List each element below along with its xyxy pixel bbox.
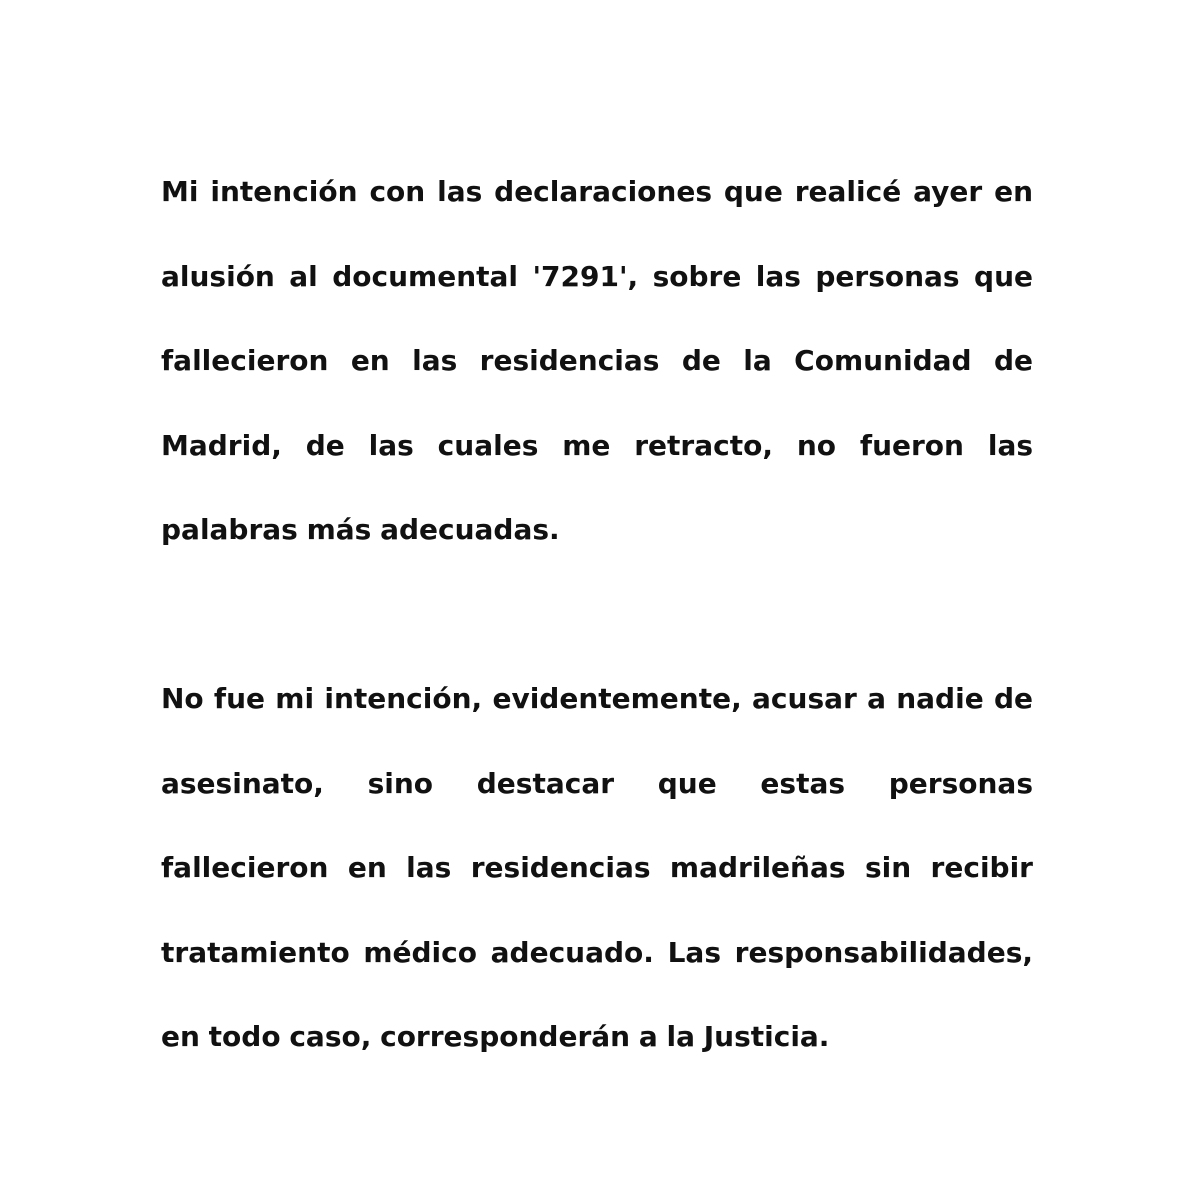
paragraph-retraction: Mi intención con las declaraciones que realicé ayer en alusión al documental '7291', sobre las personas que fallecieron en las residencias de la Comunidad de Madrid, de las cuales me retracto, no fueron las palabras más adecuadas. (161, 175, 1033, 546)
statement-text (161, 150, 1033, 1080)
paragraph-clarification: No fue mi intención, evidentemente, acusar a nadie de asesinato, sino destacar que estas personas fallecieron en las residencias madrileñas sin recibir tratamiento médico adecuado. Las responsabilidades, en todo caso, corresponderán a la Justicia. (161, 682, 1033, 1053)
